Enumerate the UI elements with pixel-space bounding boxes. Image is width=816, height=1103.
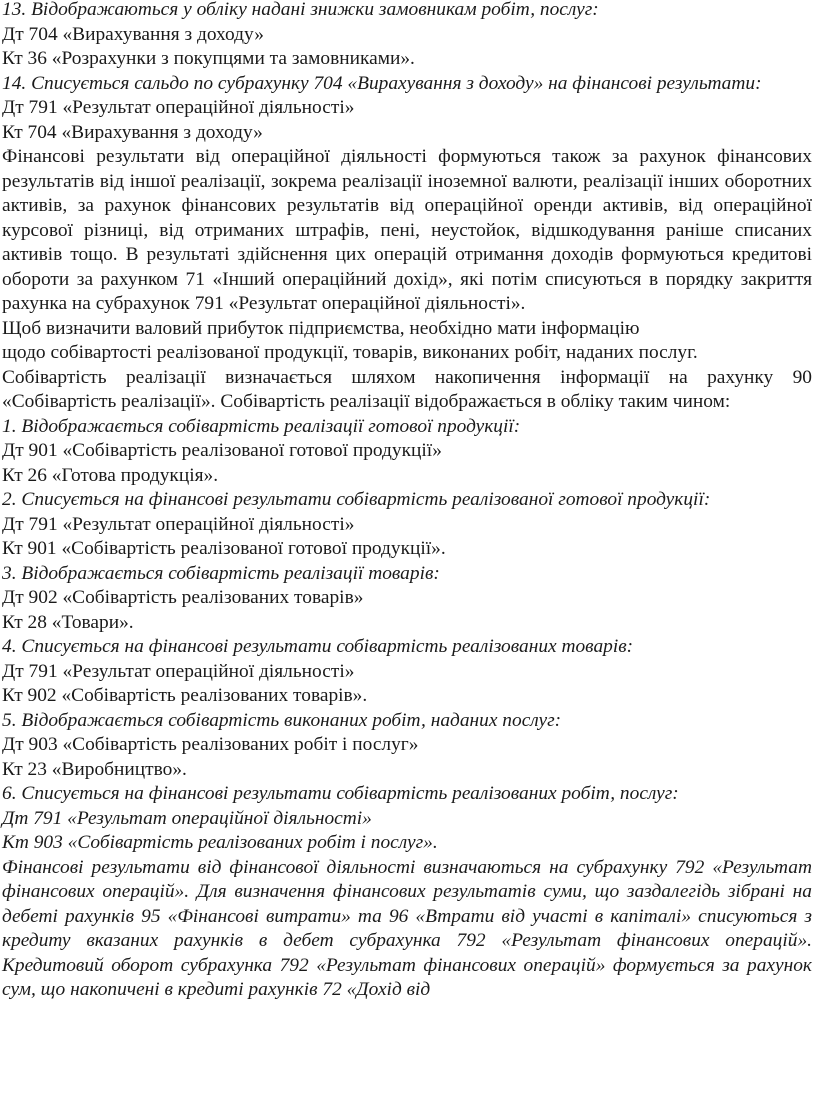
- step-5-credit: Кт 23 «Виробництво».: [2, 758, 187, 780]
- step-4-debit: Дт 791 «Результат операційної діяльності»: [2, 660, 355, 682]
- paragraph-gross-profit-line-2: щодо собівартості реалізованої продукції, товарів, виконаних робіт, наданих послуг.: [2, 342, 698, 363]
- step-4-credit: Кт 902 «Собівартість реалізованих товарів».: [2, 685, 368, 706]
- entry-14-debit: Дт 791 «Результат операційної діяльності»: [2, 97, 355, 118]
- entry-13-heading: 13. Відображаються у обліку надані знижки замовникам робіт, послуг:: [2, 0, 599, 20]
- entry-14-credit: Кт 704 «Вирахування з доходу»: [2, 121, 263, 143]
- step-5-debit: Дт 903 «Собівартість реалізованих робіт і послуг»: [2, 734, 419, 755]
- step-2-debit: Дт 791 «Результат операційної діяльності»: [2, 513, 355, 535]
- entry-13-credit: Кт 36 «Розрахунки з покупцями та замовниками».: [2, 48, 415, 69]
- document-page: [2, 0, 812, 1003]
- step-3-heading: 3. Відображається собівартість реалізації товарів:: [2, 562, 440, 584]
- paragraph-operational-results: Фінансові результати від операційної діяльності формуються також за рахунок фінансових результатів від іншої реалізації, зокрема реалізації іноземної валюти, реалізації інших оборотних активів, за рахунок фінансових результатів від операційної оренди активів, від операційної курсової різниці, від отриманих штрафів, пені, неустойок, відшкодування раніше списаних активів тощо. В результаті здійснення цих операцій отримання доходів формуються кредитові обороти за рахунком 71 «Інший операційний дохід», які потім списуються в порядку закриття рахунка на субрахунок 791 «Результат операційної діяльності».: [2, 146, 812, 314]
- step-3-debit: Дт 902 «Собівартість реалізованих товарів»: [2, 587, 364, 608]
- entry-14-heading: 14. Списується сальдо по субрахунку 704 «Вирахування з доходу» на фінансові результати:: [2, 72, 762, 94]
- step-2-credit: Кт 901 «Собівартість реалізованої готової продукції».: [2, 538, 446, 559]
- step-6-heading: 6. Списується на фінансові результати собівартість реалізованих робіт, послуг:: [2, 783, 679, 804]
- step-5-heading: 5. Відображається собівартість виконаних робіт, наданих послуг:: [2, 709, 562, 731]
- step-4-heading: 4. Списується на фінансові результати собівартість реалізованих товарів:: [2, 636, 634, 657]
- paragraph-financial-results: Фінансові результати від фінансової діяльності визначаються на субрахунку 792 «Результат фінансових операцій». Для визначення фінансових результатів суми, що заздалегідь зібрані на дебеті рахунків 95 «Фінансові витрати» та 96 «Втрати від участі в капіталі» списуються з кредиту вказаних рахунків в дебет субрахунка 792 «Результат фінансових операцій». Кредитовий оборот субрахунка 792 «Результат фінансових операцій» формується за рахунок сум, що накопичені в кредиті рахунків 72 «Дохід від: [2, 856, 812, 1000]
- step-1-credit: Кт 26 «Готова продукція».: [2, 464, 219, 486]
- paragraph-cost-of-sales: Собівартість реалізації визначається шляхом накопичення інформації на рахунку 90 «Собівартість реалізації». Собівартість реалізації відображається в обліку таким чином:: [2, 366, 812, 412]
- paragraph-gross-profit-line-1: Щоб визначити валовий прибуток підприємства, необхідно мати інформацію: [2, 317, 640, 339]
- step-6-credit: Кт 903 «Собівартість реалізованих робіт і послуг».: [2, 832, 438, 853]
- step-2-heading: 2. Списується на фінансові результати собівартість реалізованої готової продукції:: [2, 489, 711, 510]
- entry-13-debit: Дт 704 «Вирахування з доходу»: [2, 23, 264, 45]
- step-6-debit: Дт 791 «Результат операційної діяльності»: [2, 807, 372, 829]
- step-1-heading: 1. Відображається собівартість реалізації готової продукції:: [2, 415, 521, 437]
- step-3-credit: Кт 28 «Товари».: [2, 611, 134, 633]
- step-1-debit: Дт 901 «Собівартість реалізованої готової продукції»: [2, 440, 442, 461]
